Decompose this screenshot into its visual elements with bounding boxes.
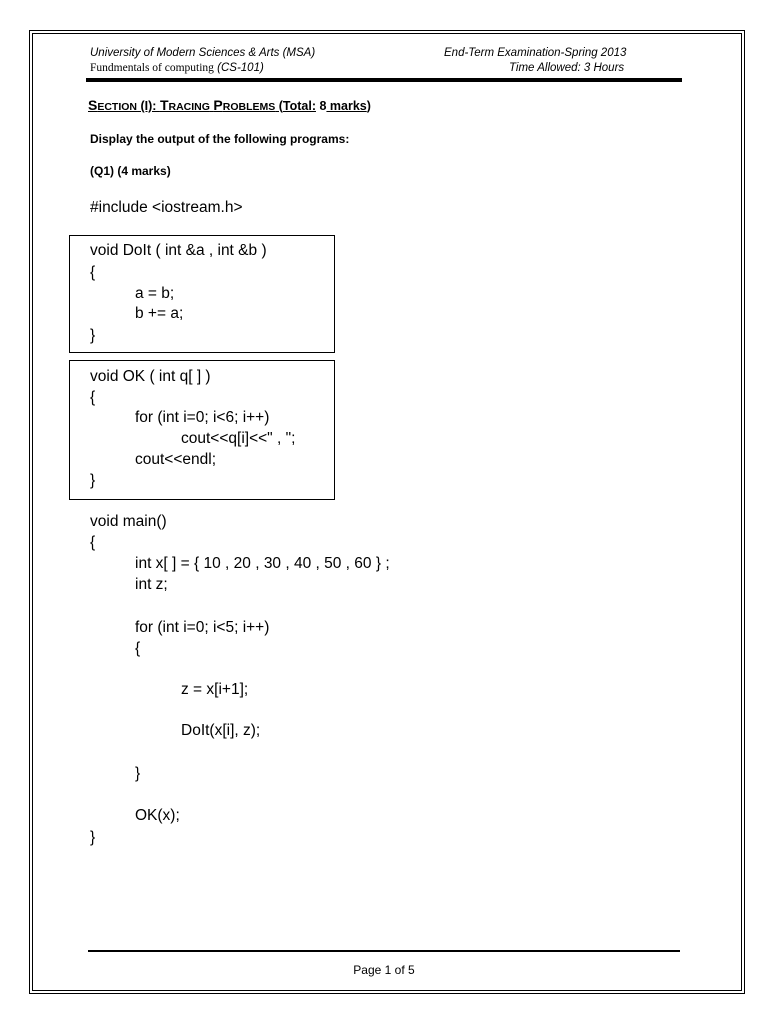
section-total-value: 8 [315, 99, 327, 113]
main-for-loop: for (int i=0; i<5; i++) [135, 619, 270, 636]
doit-open-brace: { [90, 264, 96, 281]
ok-signature: void OK ( int q[ ] ) [90, 368, 211, 385]
footer-rule [88, 950, 680, 952]
main-call-ok: OK(x); [135, 807, 180, 824]
ok-close-brace: } [90, 472, 96, 489]
doit-signature: void DoIt ( int &a , int &b ) [90, 242, 267, 259]
doit-line-2: b += a; [135, 305, 184, 322]
page-number: Page 1 of 5 [353, 963, 415, 977]
main-assign: z = x[i+1]; [181, 681, 249, 698]
institution-name: University of Modern Sciences & Arts (MSA) [90, 47, 316, 59]
course-title [90, 61, 264, 75]
main-close-brace: } [90, 829, 96, 846]
section-title: SECTION (I): TRACING PROBLEMS (Total: 8 marks) [88, 97, 371, 113]
main-for-close-brace: } [135, 765, 141, 782]
main-decl-z: int z; [135, 576, 168, 593]
main-signature: void main() [90, 513, 167, 530]
doit-line-1: a = b; [135, 285, 175, 302]
header-rule [86, 78, 682, 82]
ok-endl: cout<<endl; [135, 451, 217, 468]
question-label: (Q1) (4 marks) [90, 164, 171, 178]
main-decl-x: int x[ ] = { 10 , 20 , 30 , 40 , 50 , 60 } ; [135, 555, 390, 572]
section-total-label: Total: [282, 99, 316, 113]
main-for-open-brace: { [135, 640, 141, 657]
main-call-doit: DoIt(x[i], z); [181, 722, 261, 739]
course-name: Fundmentals of computing [90, 62, 214, 74]
ok-cout: cout<<q[i]<<" , "; [181, 430, 296, 447]
doit-close-brace: } [90, 327, 96, 344]
ok-open-brace: { [90, 389, 96, 406]
course-code: (CS-101) [217, 62, 264, 74]
exam-title: End-Term Examination-Spring 2013 [444, 47, 627, 59]
include-line: #include <iostream.h> [90, 199, 243, 216]
main-open-brace: { [90, 534, 96, 551]
instruction-text: Display the output of the following programs: [90, 132, 350, 146]
time-allowed: Time Allowed: 3 Hours [509, 62, 625, 74]
ok-for-loop: for (int i=0; i<6; i++) [135, 409, 270, 426]
